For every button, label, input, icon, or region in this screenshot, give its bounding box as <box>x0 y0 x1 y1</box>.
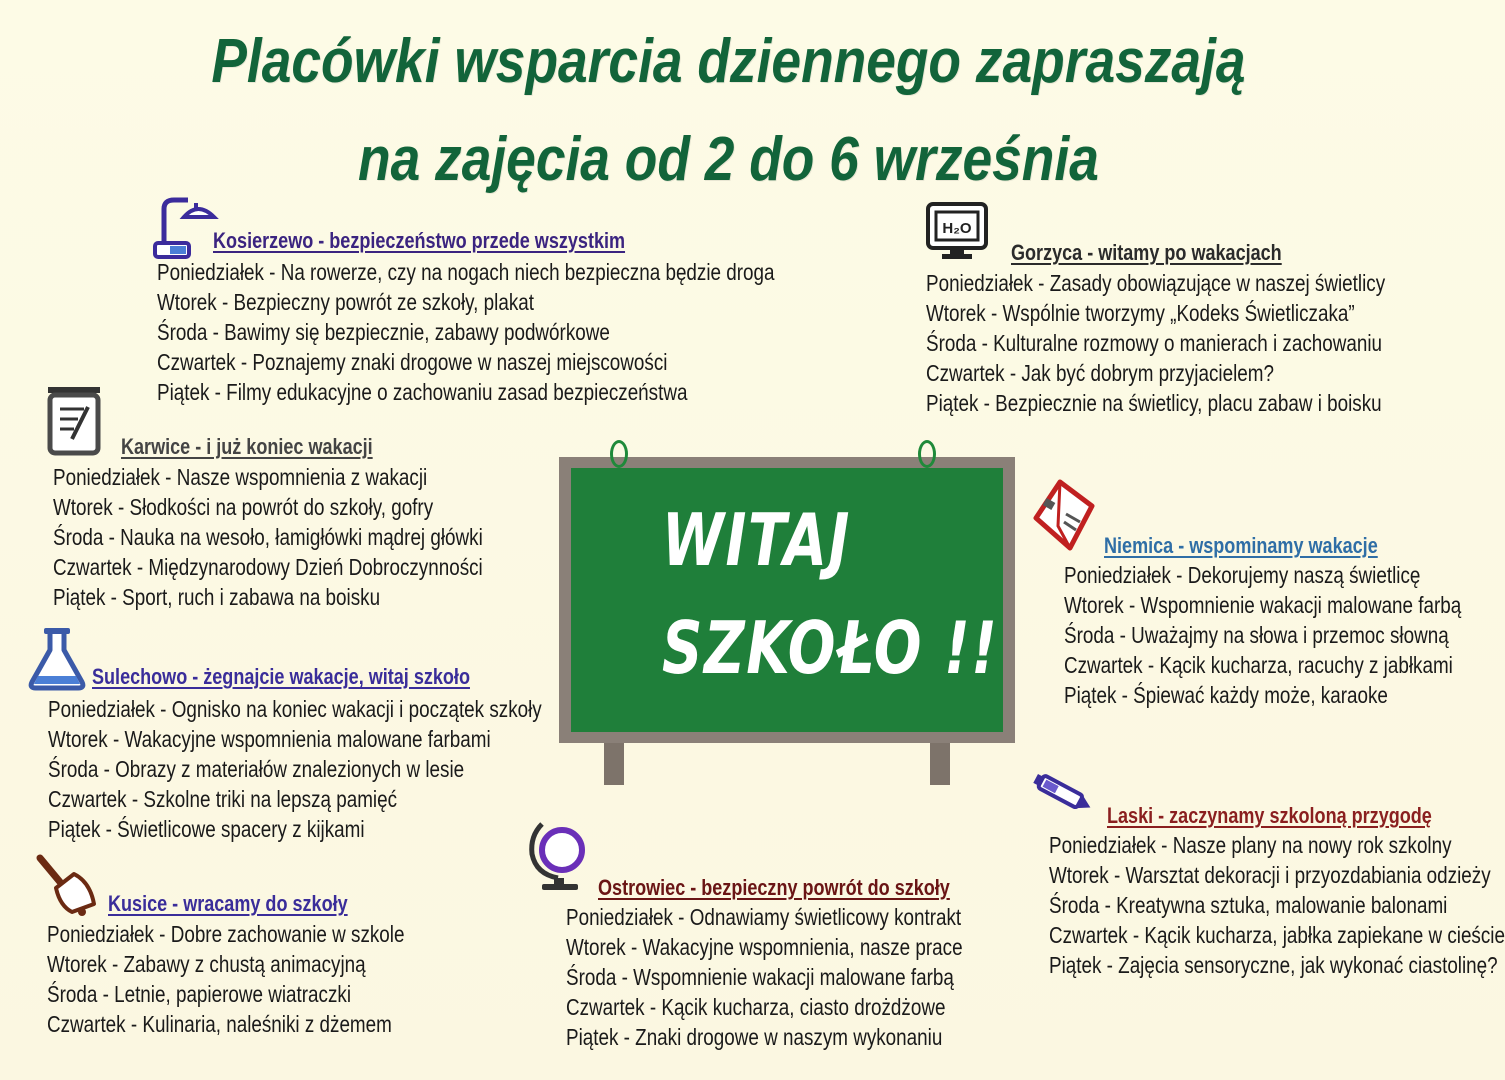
section-lines <box>1064 560 1461 710</box>
line-monday: Poniedziałek - Nasze plany na nowy rok szkolny <box>1049 832 1452 858</box>
line-thursday: Czwartek - Kącik kucharza, ciasto drożdżowe <box>566 994 946 1020</box>
line-friday: Piątek - Świetlicowe spacery z kijkami <box>48 816 365 842</box>
globe-icon <box>528 816 590 892</box>
board-ring-left <box>610 440 628 468</box>
pen-icon <box>1030 770 1096 816</box>
line-friday: Piątek - Bezpiecznie na świetlicy, placu zabaw i boisku <box>926 390 1382 416</box>
line-wednesday: Środa - Obrazy z materiałów znalezionych w lesie <box>48 756 465 782</box>
line-wednesday: Środa - Wspomnienie wakacji malowane farbą <box>566 964 954 990</box>
section-heading: Sulechowo - żegnajcie wakacje, witaj szkoło <box>92 664 470 689</box>
line-thursday: Czwartek - Międzynarodowy Dzień Dobroczynności <box>53 554 483 580</box>
line-tuesday: Wtorek - Słodkości na powrót do szkoły, gofry <box>53 494 434 520</box>
school-bell-icon <box>34 852 100 918</box>
section-heading: Laski - zaczynamy szkoloną przygodę <box>1107 803 1432 828</box>
board-ring-right <box>918 440 936 468</box>
line-thursday: Czwartek - Szkolne triki na lepszą pamięć <box>48 786 398 812</box>
line-tuesday: Wtorek - Warsztat dekoracji i przyozdabiania odzieży <box>1049 862 1491 888</box>
book-icon <box>1030 478 1098 554</box>
line-monday: Poniedziałek - Dekorujemy naszą świetlicę <box>1064 562 1421 588</box>
line-monday: Poniedziałek - Ognisko na koniec wakacji i początek szkoły <box>48 696 542 722</box>
line-monday: Poniedziałek - Nasze wspomnienia z wakacji <box>53 464 428 490</box>
line-tuesday: Wtorek - Bezpieczny powrót ze szkoły, plakat <box>157 289 534 315</box>
section-lines <box>53 462 483 612</box>
line-friday: Piątek - Śpiewać każdy może, karaoke <box>1064 682 1388 708</box>
line-friday: Piątek - Filmy edukacyjne o zachowaniu zasad bezpieczeństwa <box>157 379 688 405</box>
flask-icon <box>26 626 88 692</box>
line-tuesday: Wtorek - Zabawy z chustą animacyjną <box>47 951 366 977</box>
line-tuesday: Wtorek - Wspólnie tworzymy „Kodeks Świetliczaka” <box>926 300 1355 326</box>
section-heading: Kusice - wracamy do szkoły <box>108 891 348 916</box>
line-friday: Piątek - Zajęcia sensoryczne, jak wykonać ciastolinę? <box>1049 952 1498 978</box>
line-wednesday: Środa - Kreatywna sztuka, malowanie balonami <box>1049 892 1448 918</box>
line-monday: Poniedziałek - Na rowerze, czy na nogach niech bezpieczna będzie droga <box>157 259 775 285</box>
notepad-icon <box>44 385 104 459</box>
section-heading: Karwice - i już koniec wakacji <box>121 434 373 459</box>
line-monday: Poniedziałek - Dobre zachowanie w szkole <box>47 921 405 947</box>
section-lines <box>48 694 542 844</box>
line-wednesday: Środa - Kulturalne rozmowy o manierach i zachowaniu <box>926 330 1383 356</box>
line-thursday: Czwartek - Kącik kucharza, jabłka zapiekane w cieście <box>1049 922 1505 948</box>
icon-label: H₂O <box>942 220 972 237</box>
section-heading: Ostrowiec - bezpieczny powrót do szkoły <box>598 875 950 900</box>
section-heading: Gorzyca - witamy po wakacjach <box>1011 240 1282 265</box>
section-lines <box>1049 830 1505 980</box>
line-monday: Poniedziałek - Zasady obowiązujące w naszej świetlicy <box>926 270 1386 296</box>
board-text-line-1: WITAJ <box>662 498 851 582</box>
section-lines <box>157 257 775 407</box>
section-heading: Kosierzewo - bezpieczeństwo przede wszystkim <box>213 228 626 253</box>
page-title-line-1: Placówki wsparcia dziennego zapraszają <box>211 27 1246 96</box>
section-lines <box>926 268 1385 418</box>
line-thursday: Czwartek - Jak być dobrym przyjacielem? <box>926 360 1274 386</box>
line-thursday: Czwartek - Kulinaria, naleśniki z dżemem <box>47 1011 392 1037</box>
board-text-line-2: SZKOŁO !! <box>662 606 999 690</box>
section-lines <box>47 919 404 1039</box>
line-friday: Piątek - Znaki drogowe w naszym wykonaniu <box>566 1024 943 1050</box>
line-tuesday: Wtorek - Wakacyjne wspomnienia malowane farbami <box>48 726 491 752</box>
line-wednesday: Środa - Uważajmy na słowa i przemoc słowną <box>1064 622 1449 648</box>
line-thursday: Czwartek - Poznajemy znaki drogowe w naszej miejscowości <box>157 349 668 375</box>
desk-lamp-icon <box>150 195 220 263</box>
line-tuesday: Wtorek - Wakacyjne wspomnienia, nasze prace <box>566 934 963 960</box>
section-heading: Niemica - wspominamy wakacje <box>1104 533 1378 558</box>
line-wednesday: Środa - Nauka na wesoło, łamigłówki mądrej główki <box>53 524 483 550</box>
line-wednesday: Środa - Bawimy się bezpiecznie, zabawy podwórkowe <box>157 319 610 345</box>
line-tuesday: Wtorek - Wspomnienie wakacji malowane farbą <box>1064 592 1462 618</box>
line-wednesday: Środa - Letnie, papierowe wiatraczki <box>47 981 352 1007</box>
line-friday: Piątek - Sport, ruch i zabawa na boisku <box>53 584 381 610</box>
line-thursday: Czwartek - Kącik kucharza, racuchy z jabłkami <box>1064 652 1453 678</box>
section-lines <box>566 902 963 1052</box>
line-monday: Poniedziałek - Odnawiamy świetlicowy kontrakt <box>566 904 962 930</box>
page-title-line-2: na zajęcia od 2 do 6 września <box>358 125 1099 194</box>
h2o-monitor-icon <box>924 200 994 262</box>
